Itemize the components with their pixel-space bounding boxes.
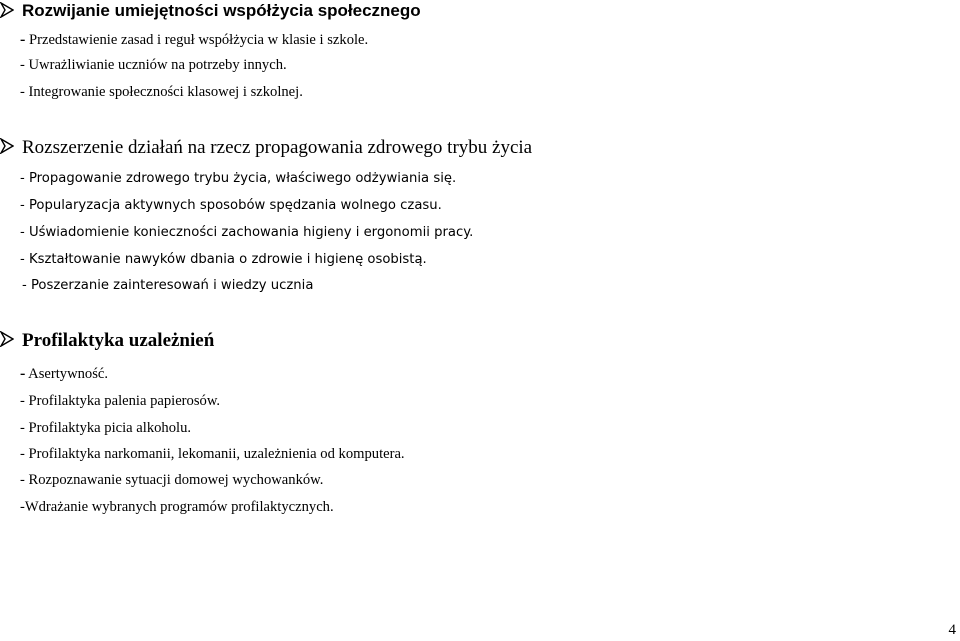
section-heading-healthy-lifestyle [0, 137, 533, 158]
list-item: - Propagowanie zdrowego trybu życia, właściwego odżywiania się. [20, 171, 457, 186]
list-item: -Wdrażanie wybranych programów profilaktycznych. [20, 499, 334, 515]
list-item: - Profilaktyka picia alkoholu. [20, 420, 192, 436]
list-item: - Popularyzacja aktywnych sposobów spędzania wolnego czasu. [20, 198, 442, 213]
section-title: Profilaktyka uzależnień [22, 330, 215, 351]
bold-dash: - [20, 365, 26, 382]
list-item [20, 365, 108, 383]
section-heading-addiction-prevention [0, 330, 215, 351]
arrow-bullet-icon [0, 331, 16, 347]
list-item: - Uświadomienie konieczności zachowania higieny i ergonomii pracy. [20, 225, 474, 240]
list-item-text: Przedstawienie zasad i reguł współżycia w klasie i szkole. [28, 32, 369, 48]
list-item-text: Asertywność. [28, 366, 109, 382]
bold-dash: - [20, 31, 26, 48]
list-item: - Profilaktyka palenia papierosów. [20, 393, 221, 409]
list-item: - Kształtowanie nawyków dbania o zdrowie i higienę osobistą. [20, 252, 427, 267]
section-heading-social-skills [0, 1, 421, 20]
list-item: - Uwrażliwianie uczniów na potrzeby innych. [20, 57, 287, 73]
arrow-bullet-icon [0, 138, 16, 154]
section-title: Rozszerzenie działań na rzecz propagowania zdrowego trybu życia [22, 137, 533, 158]
list-item [20, 31, 368, 49]
list-item: - Rozpoznawanie sytuacji domowej wychowanków. [20, 472, 324, 488]
list-item: - Integrowanie społeczności klasowej i szkolnej. [20, 84, 303, 100]
section-title: Rozwijanie umiejętności współżycia społecznego [22, 1, 421, 20]
arrow-bullet-icon [0, 2, 16, 18]
list-item: - Profilaktyka narkomanii, lekomanii, uzależnienia od komputera. [20, 446, 405, 462]
page-number: 4 [948, 622, 956, 638]
list-item: - Poszerzanie zainteresowań i wiedzy ucznia [22, 278, 314, 293]
